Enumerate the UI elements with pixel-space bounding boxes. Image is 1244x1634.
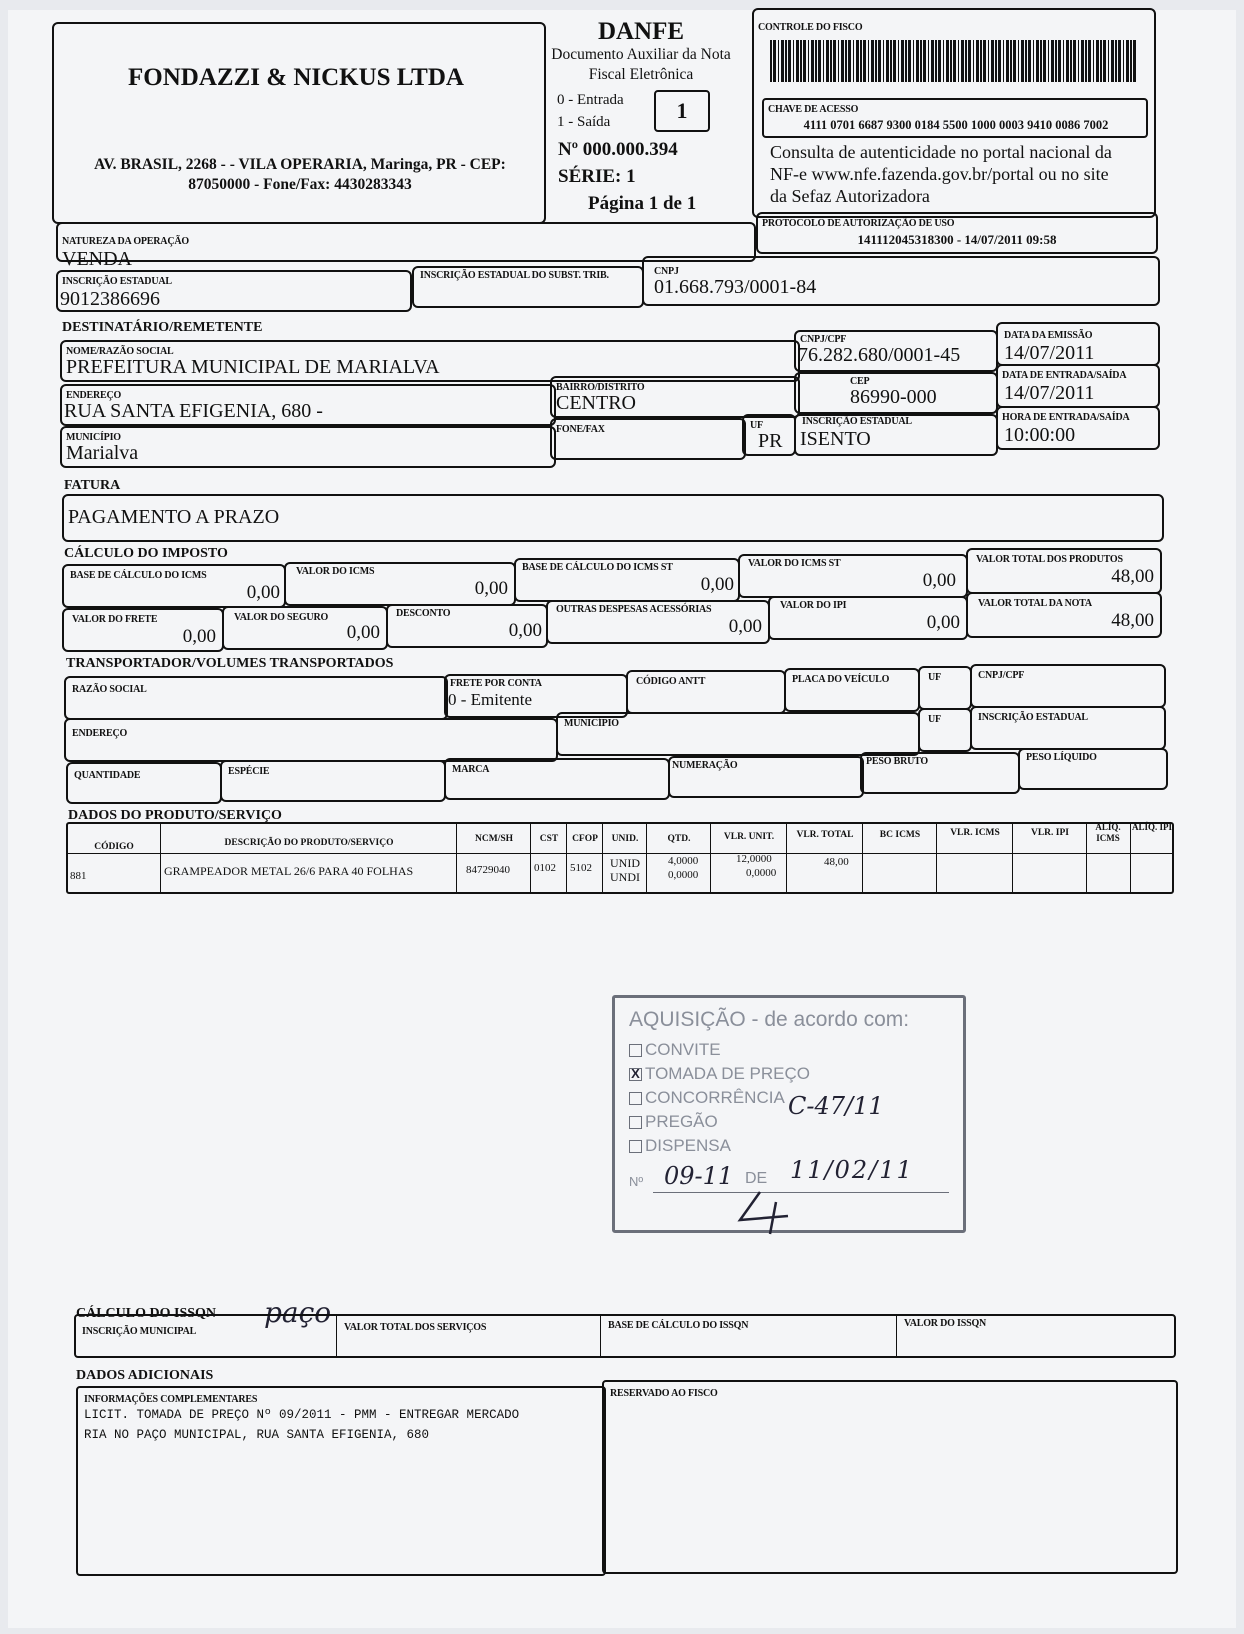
transp-uf-label: UF [928, 672, 941, 683]
danfe-tipo: 1 [676, 98, 688, 123]
consulta-2: NF-e www.nfe.fazenda.gov.br/portal ou no site [770, 164, 1109, 184]
base-st-label: BASE DE CÁLCULO DO ICMS ST [522, 562, 673, 573]
valor-icms: 0,00 [474, 578, 508, 599]
valor-icms-label: VALOR DO ICMS [296, 566, 375, 577]
chave-acesso: 4111 0701 6687 9300 0184 5500 1000 0003 9410 0086 7002 [803, 118, 1109, 132]
dest-bairro-label: BAIRRO/DISTRITO [556, 382, 645, 393]
td-unid-2: UNDI [610, 870, 640, 884]
col-sep [936, 822, 937, 894]
reservado-fisco-box [602, 1380, 1178, 1574]
transp-municipio-label: MUNICÍPIO [564, 718, 619, 729]
seguro: 0,00 [346, 622, 380, 643]
produtos-section: DADOS DO PRODUTO/SERVIÇO [68, 808, 282, 823]
protocolo-label: PROTOCOLO DE AUTORIZAÇÃO DE USO [762, 218, 955, 229]
issqn-sep [896, 1314, 897, 1356]
hand-data: 11/02/11 [790, 1156, 914, 1184]
dest-fone-label: FONE/FAX [556, 424, 605, 435]
info-linha-1: LICIT. TOMADA DE PREÇO Nº 09/2011 - PMM - ENTREGAR MERCADO [84, 1408, 520, 1422]
danfe-subtitle-1: Documento Auxiliar da Nota [551, 46, 731, 63]
transp-frete-label: FRETE POR CONTA [450, 678, 542, 689]
td-ncm: 84729040 [466, 864, 510, 876]
transp-endereco-label: ENDEREÇO [72, 728, 128, 739]
base-icms-label: BASE DE CÁLCULO DO ICMS [70, 570, 207, 581]
transp-endereco-box [64, 718, 558, 762]
hand-numero: 09-11 [664, 1162, 734, 1190]
transp-marca-label: MARCA [452, 764, 490, 775]
col-sep [710, 822, 711, 894]
consulta-3: da Sefaz Autorizadora [770, 186, 930, 206]
transp-razao-label: RAZÃO SOCIAL [72, 684, 147, 695]
cnpj-emitente-label: CNPJ [654, 266, 679, 277]
ie-st-label: INSCRIÇÃO ESTADUAL DO SUBST. TRIB. [420, 270, 609, 281]
dest-entrada: 14/07/2011 [1004, 382, 1095, 404]
natureza-label: NATUREZA DA OPERAÇÃO [62, 236, 189, 247]
dest-hora: 10:00:00 [1004, 424, 1076, 446]
emitente-endereco-1: AV. BRASIL, 2268 - - VILA OPERARIA, Maringa, PR - CEP: [94, 156, 506, 173]
dest-cnpj-label: CNPJ/CPF [800, 334, 847, 345]
dest-hora-label: HORA DE ENTRADA/SAÍDA [1002, 412, 1130, 423]
ipi: 0,00 [926, 612, 960, 633]
th-aliq-icms: ALÍQ. ICMS [1095, 822, 1121, 843]
issqn-section: CÁLCULO DO ISSQN [76, 1306, 217, 1321]
dest-emissao: 14/07/2011 [1004, 342, 1095, 364]
th-codigo: CÓDIGO [94, 842, 134, 852]
td-qtd-1: 4,0000 [668, 855, 699, 867]
th-descricao: DESCRIÇÃO DO PRODUTO/SERVIÇO [224, 838, 394, 848]
dest-nome: PREFEITURA MUNICIPAL DE MARIALVA [66, 356, 440, 378]
stamp-item-tomada: X TOMADA DE PREÇO [629, 1064, 810, 1084]
col-sep [1086, 822, 1087, 894]
col-sep [566, 822, 567, 894]
col-sep [1130, 822, 1131, 894]
th-vlr-total: VLR. TOTAL [796, 830, 854, 840]
transp-numeracao-label: NUMERAÇÃO [672, 760, 738, 771]
issqn-sep [600, 1314, 601, 1356]
danfe-subtitle-2: Fiscal Eletrônica [588, 66, 694, 83]
hand-codigo: C-47/11 [788, 1092, 884, 1120]
col-sep [786, 822, 787, 894]
issqn-valor-label: VALOR DO ISSQN [904, 1318, 987, 1329]
td-qtd-2: 0,0000 [668, 869, 699, 881]
dest-entrada-label: DATA DE ENTRADA/SAÍDA [1002, 370, 1127, 381]
stamp-title: AQUISIÇÃO - de acordo com: [629, 1008, 910, 1031]
dest-municipio-label: MUNICÍPIO [66, 432, 121, 443]
th-unid: UNID. [611, 834, 639, 844]
danfe-numero: Nº 000.000.394 [558, 139, 678, 160]
dest-cnpj: 76.282.680/0001-45 [798, 344, 961, 366]
th-vlr-ipi: VLR. IPI [1030, 828, 1069, 838]
total-prod: 48,00 [1111, 566, 1154, 587]
td-unit-2: 0,0000 [746, 867, 777, 879]
outras: 0,00 [728, 616, 762, 637]
transp-uf2-box [918, 708, 972, 752]
transp-bruto-label: PESO BRUTO [866, 756, 928, 767]
transp-cnpj-label: CNPJ/CPF [978, 670, 1025, 681]
controle-fisco-label: CONTROLE DO FISCO [758, 22, 863, 33]
consulta-1: Consulta de autenticidade no portal nacional da [770, 142, 1112, 162]
ipi-label: VALOR DO IPI [780, 600, 847, 611]
destinatario-section: DESTINATÁRIO/REMETENTE [62, 320, 263, 335]
checkbox-checked-icon: X [629, 1068, 642, 1081]
danfe-entrada: 0 - Entrada [557, 92, 624, 108]
seguro-label: VALOR DO SEGURO [234, 612, 329, 623]
th-bc-icms: BC ICMS [879, 830, 921, 840]
stamp-item-concorrencia: CONCORRÊNCIA [629, 1088, 785, 1108]
chave-label: CHAVE DE ACESSO [768, 104, 859, 115]
dest-nome-label: NOME/RAZÃO SOCIAL [66, 346, 174, 357]
ie-emitente: 9012386696 [60, 288, 160, 310]
transportador-section: TRANSPORTADOR/VOLUMES TRANSPORTADOS [66, 656, 394, 671]
transp-liquido-label: PESO LÍQUIDO [1026, 752, 1097, 763]
transp-antt-label: CÓDIGO ANTT [636, 676, 706, 687]
total-prod-label: VALOR TOTAL DOS PRODUTOS [976, 554, 1123, 565]
info-linha-2: RIA NO PAÇO MUNICIPAL, RUA SANTA EFIGENIA, 680 [84, 1428, 430, 1442]
fatura-texto: PAGAMENTO A PRAZO [68, 506, 280, 528]
hand-signature [730, 1188, 810, 1236]
danfe-saida: 1 - Saída [557, 114, 611, 130]
dest-uf: PR [758, 430, 783, 452]
transp-razao-box [64, 676, 448, 720]
total-nota-label: VALOR TOTAL DA NOTA [978, 598, 1092, 609]
imposto-section: CÁLCULO DO IMPOSTO [64, 546, 228, 561]
dest-municipio: Marialva [66, 442, 139, 464]
desconto: 0,00 [508, 620, 542, 641]
col-sep [1012, 822, 1013, 894]
dest-endereco: RUA SANTA EFIGENIA, 680 - [64, 400, 323, 422]
transp-frete: 0 - Emitente [448, 690, 533, 709]
transp-qtd-label: QUANTIDADE [74, 770, 141, 781]
issqn-im-label: INSCRIÇÃO MUNICIPAL [82, 1326, 197, 1337]
frete-label: VALOR DO FRETE [72, 614, 158, 625]
emitente-endereco-2: 87050000 - Fone/Fax: 4430283343 [188, 176, 412, 193]
stamp-item-convite: CONVITE [629, 1040, 721, 1060]
th-ncm: NCM/SH [475, 834, 513, 844]
checkbox-icon [629, 1116, 642, 1129]
frete: 0,00 [182, 626, 216, 647]
desconto-label: DESCONTO [396, 608, 451, 619]
col-sep [160, 822, 161, 894]
issqn-base-label: BASE DE CÁLCULO DO ISSQN [608, 1320, 749, 1331]
th-aliq-ipi: ALÍQ. IPI [1132, 822, 1173, 832]
info-label: INFORMAÇÕES COMPLEMENTARES [84, 1394, 258, 1405]
stamp-item-pregao: PREGÃO [629, 1112, 718, 1132]
valor-st-label: VALOR DO ICMS ST [748, 558, 841, 569]
dest-emissao-label: DATA DA EMISSÃO [1004, 330, 1093, 341]
base-icms: 0,00 [246, 582, 280, 603]
td-cst: 0102 [534, 862, 556, 874]
danfe-serie: SÉRIE: 1 [558, 166, 636, 187]
base-st: 0,00 [700, 574, 734, 595]
transp-qtd-box [66, 762, 222, 804]
dest-cep-label: CEP [850, 376, 870, 387]
td-codigo: 881 [70, 870, 87, 882]
td-total: 48,00 [824, 856, 849, 868]
col-sep [646, 822, 647, 894]
td-unit-1: 12,0000 [736, 853, 772, 865]
adicionais-section: DADOS ADICIONAIS [76, 1368, 214, 1383]
th-cfop: CFOP [572, 834, 598, 844]
th-vlr-unit: VLR. UNIT. [723, 832, 775, 842]
valor-st: 0,00 [922, 570, 956, 591]
td-descricao: GRAMPEADOR METAL 26/6 PARA 40 FOLHAS [164, 864, 414, 878]
transp-uf2-label: UF [928, 714, 941, 725]
danfe-title: DANFE [597, 18, 685, 45]
hand-paco: paço [264, 1296, 332, 1329]
dest-bairro: CENTRO [556, 392, 636, 414]
outras-label: OUTRAS DESPESAS ACESSÓRIAS [556, 604, 712, 615]
dest-endereco-label: ENDEREÇO [66, 390, 122, 401]
cnpj-emitente: 01.668.793/0001-84 [654, 276, 817, 298]
col-sep [530, 822, 531, 894]
col-sep [456, 822, 457, 894]
stamp-item-dispensa: DISPENSA [629, 1136, 731, 1156]
issqn-total-label: VALOR TOTAL DOS SERVIÇOS [344, 1322, 487, 1333]
checkbox-icon [629, 1092, 642, 1105]
transp-placa-label: PLACA DO VEÍCULO [792, 674, 890, 685]
dest-uf-label: UF [750, 420, 763, 431]
td-unid-1: UNID [610, 856, 640, 870]
th-vlr-icms: VLR. ICMS [950, 828, 1000, 838]
ie-label: INSCRIÇÃO ESTADUAL [62, 276, 172, 287]
issqn-sep [336, 1316, 337, 1358]
fatura-section: FATURA [64, 478, 121, 493]
total-nota: 48,00 [1111, 610, 1154, 631]
th-qtd: QTD. [667, 834, 691, 844]
emitente-nome: FONDAZZI & NICKUS LTDA [128, 64, 464, 91]
stamp-numero-prefixo: Nº [629, 1174, 644, 1189]
reservado-fisco-label: RESERVADO AO FISCO [610, 1388, 718, 1399]
th-cst: CST [539, 834, 559, 844]
danfe-pagina: Página 1 de 1 [588, 193, 697, 214]
dest-cep: 86990-000 [850, 386, 937, 408]
natureza-operacao: VENDA [62, 248, 132, 270]
stamp-de: DE [745, 1170, 768, 1187]
barcode [770, 40, 1136, 82]
dest-ie: ISENTO [800, 428, 871, 450]
col-sep [862, 822, 863, 894]
produtos-header-line [66, 853, 1174, 854]
transp-uf-box [918, 666, 972, 710]
protocolo: 141112045318300 - 14/07/2011 09:58 [857, 232, 1057, 247]
transp-ie-label: INSCRIÇÃO ESTADUAL [978, 712, 1088, 723]
td-cfop: 5102 [570, 862, 592, 874]
col-sep [602, 822, 603, 894]
transp-especie-label: ESPÉCIE [228, 766, 270, 777]
dest-ie-label: INSCRIÇÃO ESTADUAL [802, 416, 912, 427]
checkbox-icon [629, 1044, 642, 1057]
checkbox-icon [629, 1140, 642, 1153]
